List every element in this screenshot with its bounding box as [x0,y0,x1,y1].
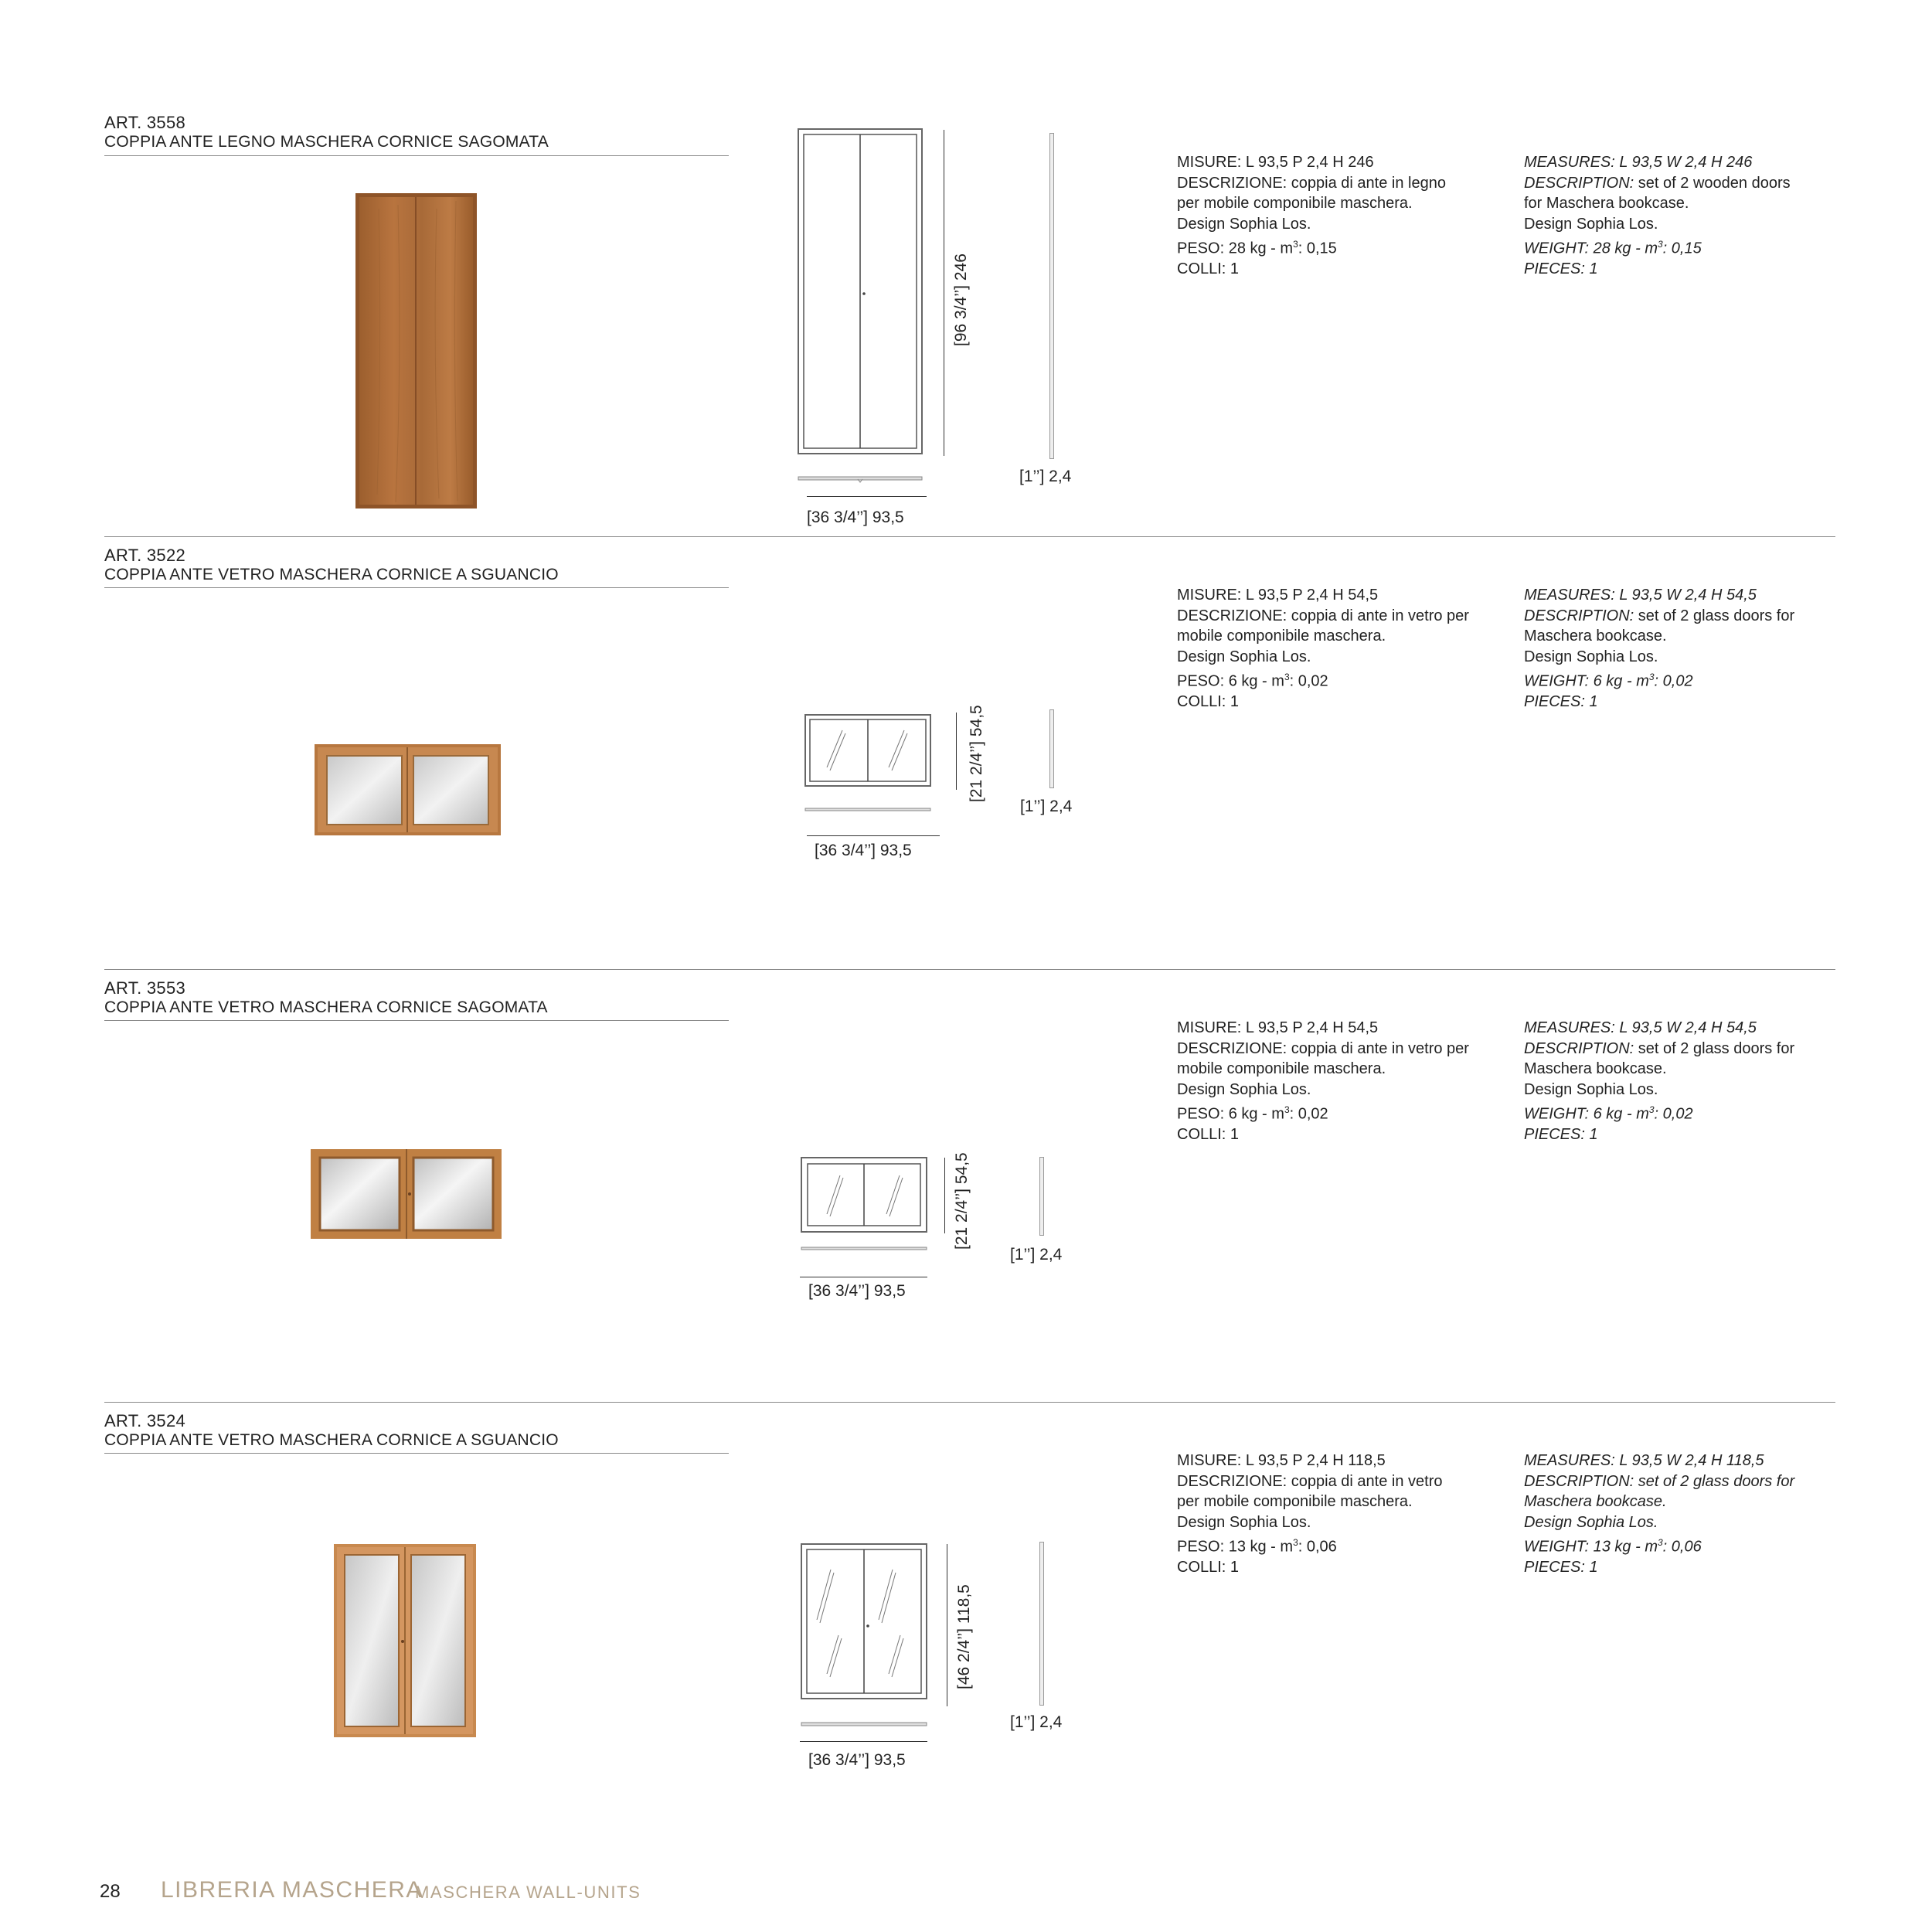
specs-english [1524,152,1791,280]
specs-italian [1177,1451,1443,1578]
spec-description-cont: for Maschera bookcase. [1524,195,1689,212]
spec-weight: PESO: 6 kg - $m^3$: 0,02 [1177,672,1328,690]
side-profile-drawing [1039,1157,1044,1236]
spec-description-cont: Maschera bookcase. [1524,1060,1667,1077]
footer-title: LIBRERIA MASCHERA [161,1877,423,1903]
spec-measures: MEASURES: L 93,5 W 2,4 H 54,5 [1524,1019,1757,1036]
spec-pieces: PIECES: 1 [1524,1126,1598,1144]
article-code: ART. 3558 [104,113,186,132]
spec-measures: MEASURES: L 93,5 W 2,4 H 118,5 [1524,1452,1764,1469]
spec-description: DESCRIZIONE: coppia di ante in vetro per [1177,1039,1469,1057]
height-dimension-line [944,1158,945,1233]
spec-measures: MISURE: L 93,5 P 2,4 H 54,5 [1177,1019,1379,1036]
spec-design: Design Sophia Los. [1177,648,1311,665]
article-name: COPPIA ANTE VETRO MASCHERA CORNICE SAGOMATA [104,998,548,1016]
article-name: COPPIA ANTE VETRO MASCHERA CORNICE A SGUANCIO [104,1431,559,1449]
product-photo-glass-doors [334,1544,478,1739]
spec-description: DESCRIPTION: set of 2 wooden doors [1524,174,1791,192]
technical-drawing-front [804,713,935,818]
section-divider [104,1402,1835,1403]
spec-description: DESCRIZIONE: coppia di ante in vetro per [1177,607,1469,624]
spec-pieces: COLLI: 1 [1177,693,1240,711]
specs-italian [1177,1018,1469,1145]
width-dimension-line [807,496,927,497]
spec-weight: WEIGHT: 6 kg - $m^3$: 0,02 [1524,1104,1693,1123]
spec-description-cont: Maschera bookcase. [1524,1493,1667,1510]
width-dimension: [36 3/4’’] 93,5 [808,1751,906,1769]
spec-description-cont: per mobile componibile maschera. [1177,195,1413,212]
page-number: 28 [100,1881,121,1902]
technical-drawing-front [800,1543,931,1736]
spec-pieces: COLLI: 1 [1177,1559,1240,1577]
article-code: ART. 3522 [104,546,186,565]
article-underline [104,1020,729,1021]
depth-dimension: [1’’] 2,4 [1010,1246,1063,1264]
spec-pieces: PIECES: 1 [1524,260,1598,278]
spec-design: Design Sophia Los. [1524,1513,1658,1531]
width-dimension: [36 3/4’’] 93,5 [807,509,904,526]
spec-pieces: PIECES: 1 [1524,1559,1598,1577]
spec-measures: MEASURES: L 93,5 W 2,4 H 246 [1524,154,1753,171]
width-dimension: [36 3/4’’] 93,5 [808,1282,906,1300]
section-divider [104,536,1835,537]
spec-weight: PESO: 13 kg - $m^3$: 0,06 [1177,1537,1337,1556]
height-dimension-line [956,713,957,790]
height-dimension: [96 3/4’’] 246 [952,253,970,346]
side-profile-drawing [1049,133,1054,459]
depth-dimension: [1’’] 2,4 [1019,468,1072,485]
spec-description-cont: mobile componibile maschera. [1177,628,1386,645]
spec-description-cont: Maschera bookcase. [1524,628,1667,645]
spec-description: DESCRIZIONE: coppia di ante in vetro [1177,1472,1443,1490]
spec-description-cont: per mobile componibile maschera. [1177,1493,1413,1510]
spec-weight: PESO: 28 kg - $m^3$: 0,15 [1177,239,1337,257]
spec-description-cont: mobile componibile maschera. [1177,1060,1386,1077]
specs-english [1524,585,1794,713]
article-name: COPPIA ANTE LEGNO MASCHERA CORNICE SAGOMATA [104,133,549,151]
product-photo-wood-doors [355,193,479,510]
spec-weight: WEIGHT: 13 kg - $m^3$: 0,06 [1524,1537,1702,1556]
article-code: ART. 3524 [104,1411,186,1430]
specs-italian [1177,585,1469,713]
spec-description: DESCRIZIONE: coppia di ante in legno [1177,174,1446,192]
height-dimension: [46 2/4’’] 118,5 [955,1584,973,1689]
spec-design: Design Sophia Los. [1177,1080,1311,1098]
specs-italian [1177,152,1446,280]
spec-measures: MISURE: L 93,5 P 2,4 H 246 [1177,154,1374,171]
spec-description: DESCRIPTION: set of 2 glass doors for [1524,607,1795,624]
width-dimension-line [807,835,940,836]
spec-measures: MISURE: L 93,5 P 2,4 H 118,5 [1177,1452,1386,1469]
technical-drawing-front [800,1156,931,1257]
side-profile-drawing [1049,709,1054,788]
article-underline [104,587,729,588]
spec-weight: WEIGHT: 28 kg - $m^3$: 0,15 [1524,239,1702,257]
spec-description: DESCRIPTION: set of 2 glass doors for [1524,1472,1795,1490]
spec-pieces: COLLI: 1 [1177,1126,1240,1144]
product-photo-glass-doors [311,1149,504,1240]
specs-english [1524,1018,1794,1145]
article-name: COPPIA ANTE VETRO MASCHERA CORNICE A SGUANCIO [104,566,559,583]
footer-subtitle: MASCHERA WALL-UNITS [415,1883,641,1902]
spec-pieces: PIECES: 1 [1524,693,1598,711]
depth-dimension: [1’’] 2,4 [1010,1713,1063,1731]
spec-design: Design Sophia Los. [1524,648,1658,665]
specs-english [1524,1451,1794,1578]
height-dimension: [21 2/4’’] 54,5 [953,1152,971,1250]
spec-pieces: COLLI: 1 [1177,260,1240,278]
width-dimension-line [800,1741,927,1742]
spec-measures: MEASURES: L 93,5 W 2,4 H 54,5 [1524,587,1757,604]
spec-design: Design Sophia Los. [1524,215,1658,233]
side-profile-drawing [1039,1542,1044,1706]
spec-design: Design Sophia Los. [1524,1080,1658,1098]
product-photo-glass-doors [315,744,503,837]
spec-design: Design Sophia Los. [1177,1513,1311,1531]
depth-dimension: [1’’] 2,4 [1020,798,1073,815]
spec-weight: PESO: 6 kg - $m^3$: 0,02 [1177,1104,1328,1123]
spec-description: DESCRIPTION: set of 2 glass doors for [1524,1039,1795,1057]
spec-design: Design Sophia Los. [1177,215,1311,233]
spec-measures: MISURE: L 93,5 P 2,4 H 54,5 [1177,587,1379,604]
technical-drawing-front [796,128,927,491]
article-underline [104,1453,729,1454]
article-code: ART. 3553 [104,978,186,998]
width-dimension: [36 3/4’’] 93,5 [815,842,912,859]
section-divider [104,969,1835,970]
spec-weight: WEIGHT: 6 kg - $m^3$: 0,02 [1524,672,1693,690]
height-dimension: [21 2/4’’] 54,5 [968,705,985,802]
article-underline [104,155,729,156]
